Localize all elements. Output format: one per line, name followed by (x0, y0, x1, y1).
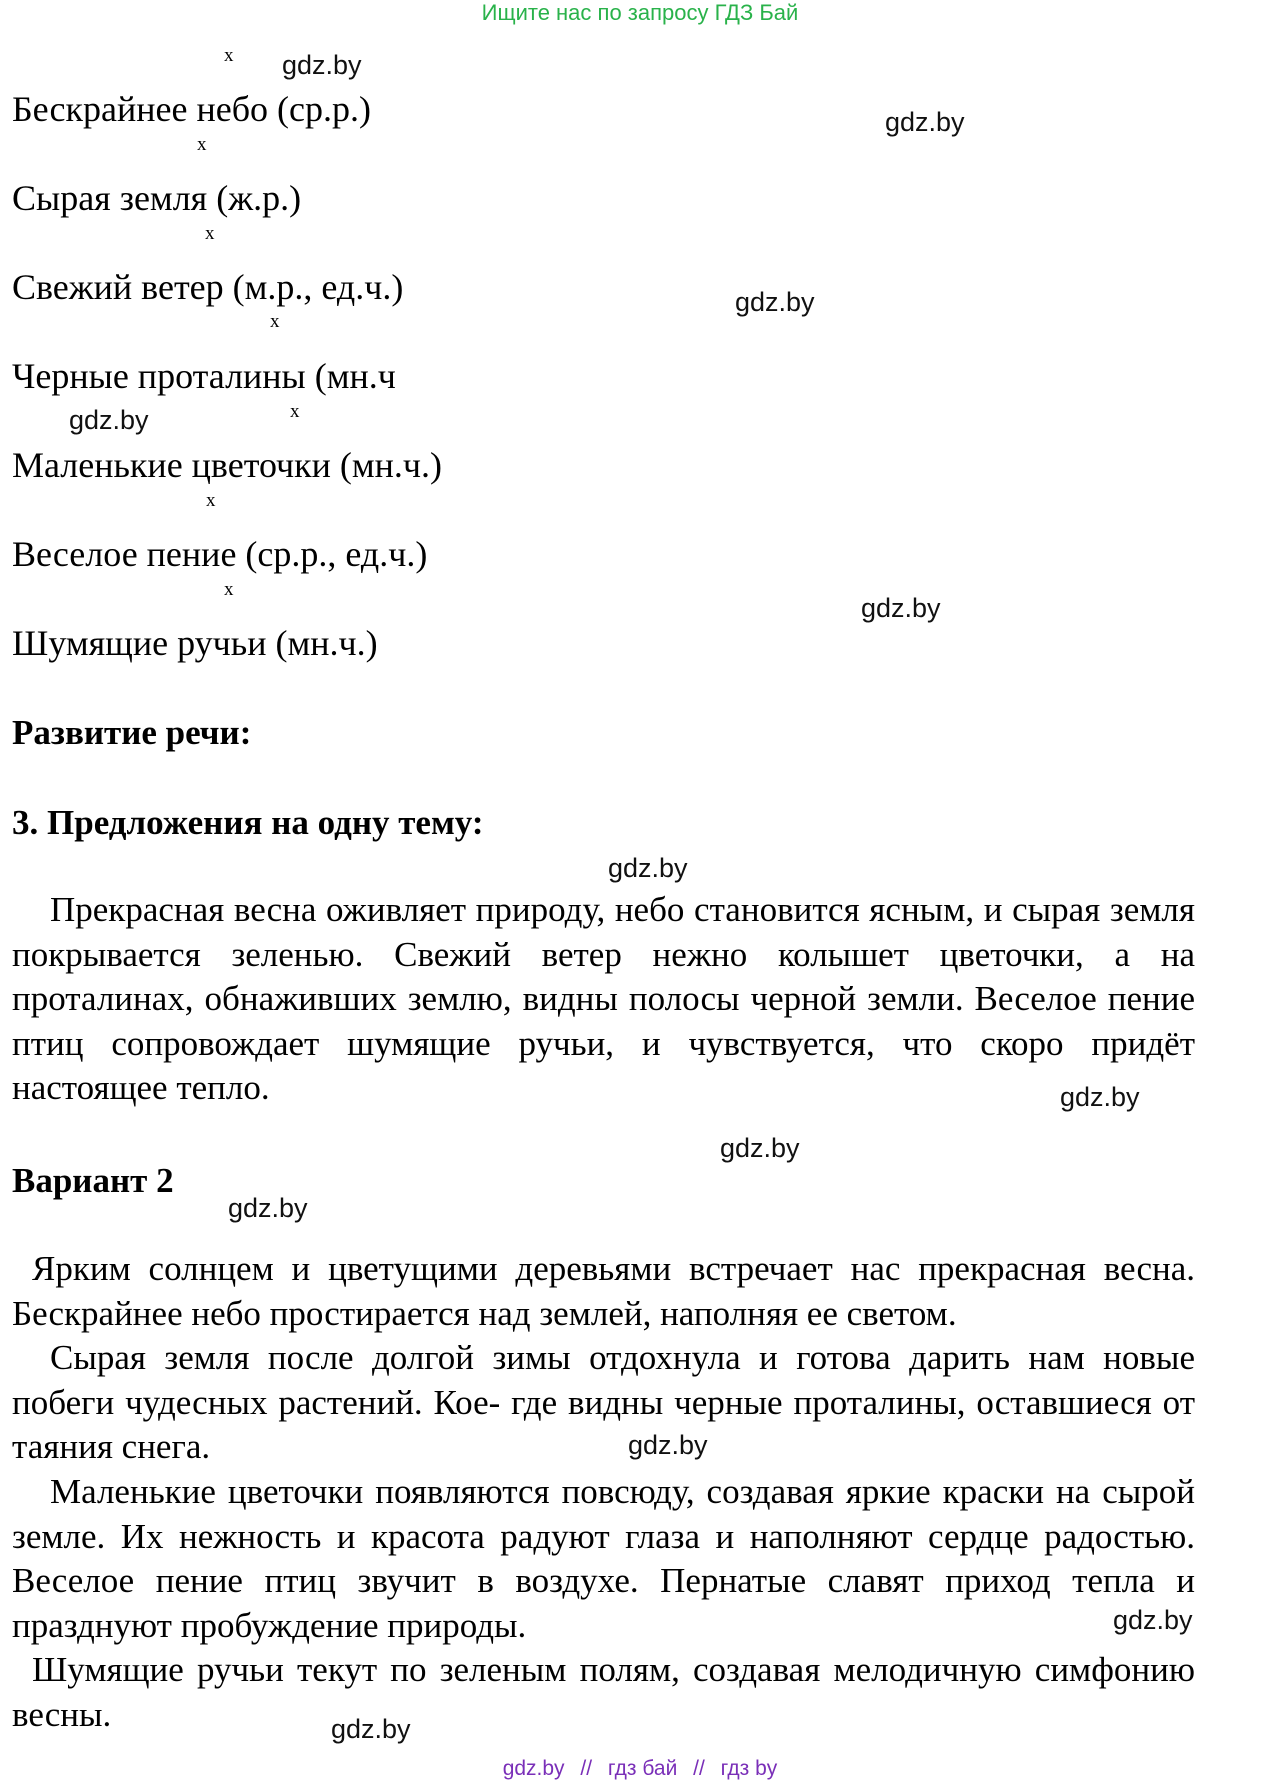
phrase-item: Черные проталины (мн.ч (12, 356, 396, 396)
watermark: gdz.by (861, 593, 941, 623)
watermark: gdz.by (1113, 1605, 1193, 1635)
variant2-paragraph: Сырая земля после долгой зимы отдохнула и готова дарить нам новые побеги чудесных растений. Кое- где видны черные проталины, оставшиеся от таяния снега. (12, 1338, 1195, 1466)
footer-link-gdz-by-ru[interactable]: гдз by (720, 1757, 778, 1780)
top-banner-link[interactable]: Ищите нас по запросу ГДЗ Бай (481, 0, 799, 25)
phrase-item: Веселое пение (ср.р., ед.ч.) (12, 534, 428, 574)
phrase-item: Шумящие ручьи (мн.ч.) (12, 623, 378, 663)
watermark: gdz.by (720, 1133, 800, 1163)
footer-links (0, 1756, 1280, 1782)
watermark: gdz.by (885, 107, 965, 137)
phrase-item: Бескрайнее небо (ср.р.) (12, 89, 371, 129)
footer-separator: // (580, 1757, 593, 1780)
stress-mark: x (224, 579, 234, 600)
watermark: gdz.by (735, 287, 815, 317)
watermark: gdz.by (228, 1193, 308, 1223)
watermark: gdz.by (331, 1714, 411, 1744)
variant2-paragraph: Ярким солнцем и цветущими деревьями встречает нас прекрасная весна. Бескрайнее небо простирается над землей, наполняя ее светом. (12, 1249, 1195, 1333)
watermark: gdz.by (1060, 1082, 1140, 1112)
variant1-paragraph: Прекрасная весна оживляет природу, небо становится ясным, и сырая земля покрывается зеленью. Свежий ветер нежно колышет цветочки, а на проталинах, обнаживших землю, видны полосы черной земли. Веселое пение птиц сопровождает шумящие ручьи, и чувствуется, что скоро придёт настоящее тепло. (12, 890, 1195, 1107)
phrase-item: Сырая земля (ж.р.) (12, 178, 302, 218)
footer-link-gdz-bai[interactable]: гдз бай (607, 1757, 678, 1780)
variant2-heading: Вариант 2 (12, 1161, 174, 1200)
footer-link-gdz-by[interactable]: gdz.by (502, 1757, 565, 1780)
stress-mark: x (205, 223, 215, 244)
watermark: gdz.by (69, 405, 149, 435)
watermark: gdz.by (608, 853, 688, 883)
watermark: gdz.by (282, 50, 362, 80)
stress-mark: x (270, 311, 280, 332)
phrase-item: Свежий ветер (м.р., ед.ч.) (12, 267, 404, 307)
stress-mark: x (206, 490, 216, 511)
stress-mark: x (224, 45, 234, 66)
stress-mark: x (197, 134, 207, 155)
task3-heading: 3. Предложения на одну тему: (12, 803, 484, 842)
watermark: gdz.by (628, 1430, 708, 1460)
stress-mark: x (290, 401, 300, 422)
footer-separator: // (693, 1757, 705, 1780)
variant2-paragraph: Шумящие ручьи текут по зеленым полям, создавая мелодичную симфонию весны. (12, 1650, 1195, 1734)
speech-dev-heading: Развитие речи: (12, 713, 252, 752)
phrase-item: Маленькие цветочки (мн.ч.) (12, 445, 443, 485)
variant2-paragraph: Маленькие цветочки появляются повсюду, создавая яркие краски на сырой земле. Их нежность и красота радуют глаза и наполняют сердце радостью. Веселое пение птиц звучит в воздухе. Пернатые славят приход тепла и празднуют пробуждение природы. (12, 1472, 1195, 1645)
